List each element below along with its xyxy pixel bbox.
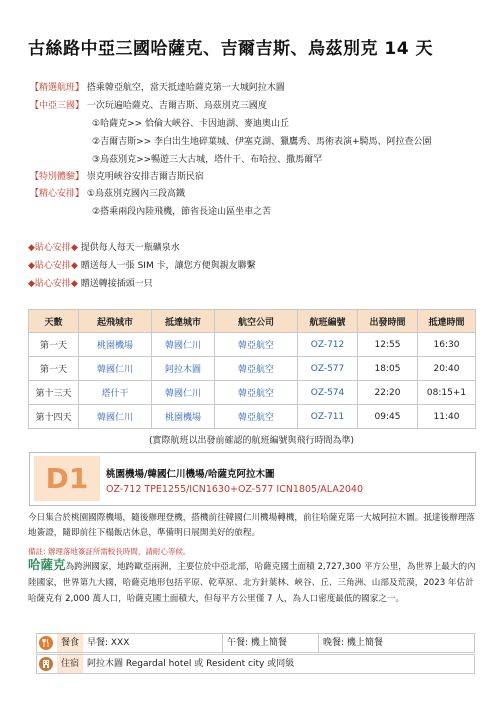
highlight-special-stay <box>30 171 204 183</box>
column-header: 航空公司 <box>215 310 298 333</box>
intro-lead: 哈薩克 <box>28 557 66 572</box>
hotel-icon <box>39 657 53 671</box>
stay-row <box>36 654 475 674</box>
column-header: 出發時間 <box>358 310 418 333</box>
table-cell: OZ-574 <box>298 381 358 405</box>
table-cell: 08:15+1 <box>418 381 476 405</box>
highlight-text: ①烏茲別克國內三段高鐵 <box>86 189 185 199</box>
table-cell: 16:30 <box>418 333 476 357</box>
meals-label: 餐食 <box>57 634 83 652</box>
table-cell: 20:40 <box>418 357 476 381</box>
care-tag: 貼心安排 <box>34 261 71 271</box>
highlight-tag: 【特別體驗】 <box>30 172 85 182</box>
table-cell: 11:40 <box>418 405 476 429</box>
meals-row <box>36 633 475 653</box>
country-kazakhstan: ①哈薩克>> 恰倫大峽谷、卡因迪湖、麥迪奧山丘 <box>92 119 290 129</box>
table-cell: 韓國仁川 <box>79 405 152 429</box>
dinner: 晚餐: 機上簡餐 <box>323 638 383 648</box>
day-description: 今日集合於桃園國際機場，隨後辦理登機，搭機前往韓國仁川機場轉機，前往哈薩克第一大城阿拉木圖。抵達後辦理落地簽證，隨即前往下榻飯店休息，準備明日展開美好的旅程。 <box>28 513 475 538</box>
table-cell: 第一天 <box>29 357 79 381</box>
intro-text: 為跨洲國家，地跨歐亞兩洲，主要位於中亞北部，哈薩克國土面積 2,727,300 平方公里，為世界上最大的內陸國家，世界第九大國，哈薩克地形包括平原、乾草原、北方針葉林、峽谷、丘、三角洲、山部及荒漠，2023 年估計哈薩克有 2,000 萬人口，哈薩克國土面積大，但每平方公里僅 7 人，為人口密度最低的國家之一。 <box>28 562 476 604</box>
diamond-icon: ◆ <box>28 279 35 289</box>
table-cell: 22:20 <box>358 381 418 405</box>
day-flights: OZ-712 TPE1255/ICN1630+OZ-577 ICN1805/ALA2040 <box>106 484 363 495</box>
care-text: 贈送每人一張 SIM 卡，讓您方便與親友聯繫 <box>80 261 256 271</box>
flight-note: (實際航班以出發前確認的航班編號與飛行時間為準) <box>148 436 355 446</box>
care-text: 贈送轉接插頭一只 <box>80 279 153 289</box>
care-item <box>28 278 153 290</box>
table-cell: 桃園機場 <box>152 405 215 429</box>
table-cell: 韓國仁川 <box>79 357 152 381</box>
highlight-text: 崇克明峽谷安排吉爾吉斯民宿 <box>86 172 204 182</box>
column-header: 抵達時間 <box>418 310 476 333</box>
table-row <box>29 357 476 381</box>
care-text: 提供每人每天一瓶礦泉水 <box>80 243 180 253</box>
highlight-text: 一次玩遍哈薩克、吉爾吉斯、烏茲別克三國度 <box>86 101 267 111</box>
visa-remark: 備註: 辦理落地簽証所需較長時間，請耐心等候。 <box>28 547 191 556</box>
diamond-icon: ◆ <box>28 261 35 271</box>
column-header: 天數 <box>29 310 79 333</box>
care-item <box>28 242 180 254</box>
column-header: 抵達城市 <box>152 310 215 333</box>
country-uzbekistan: ③烏茲別克>>暢遊三大古城，塔什干、布哈拉、撒馬爾罕 <box>92 155 323 165</box>
day-route: 桃園機場/韓國仁川機場/哈薩克阿拉木圖 <box>106 469 275 480</box>
diamond-icon: ◆ <box>28 243 35 253</box>
careful-item: ②搭乘兩段內陸飛機，節省長途山區坐車之苦 <box>92 207 272 217</box>
highlight-text: 搭乘韓亞航空，當天抵達哈薩克第一大城阿拉木圖 <box>86 83 285 93</box>
table-cell: 韓亞航空 <box>215 381 298 405</box>
table-row <box>29 333 476 357</box>
care-tag: 貼心安排 <box>34 279 71 289</box>
flight-table <box>28 309 476 429</box>
table-cell: 09:45 <box>358 405 418 429</box>
table-cell: OZ-711 <box>298 405 358 429</box>
highlight-tag: 【中亞三國】 <box>30 101 85 111</box>
page-title: 古絲路中亞三國哈薩克、吉爾吉斯、烏茲別克 14 天 <box>28 39 433 59</box>
table-cell: 第十三天 <box>29 381 79 405</box>
table-header-row <box>29 310 476 333</box>
diamond-icon: ◆ <box>70 261 78 271</box>
highlight-tag: 【精心安排】 <box>30 189 85 199</box>
column-header: 航班編號 <box>298 310 358 333</box>
kazakhstan-intro <box>28 557 476 607</box>
table-cell: 韓亞航空 <box>215 357 298 381</box>
lunch: 午餐: 機上簡餐 <box>227 638 287 648</box>
column-header: 起飛城市 <box>79 310 152 333</box>
table-cell: 第一天 <box>29 333 79 357</box>
highlight-careful <box>30 188 185 200</box>
day-header <box>29 452 476 506</box>
diamond-icon: ◆ <box>70 279 78 289</box>
table-cell: 18:05 <box>358 357 418 381</box>
table-row <box>29 405 476 429</box>
highlight-countries <box>30 100 267 112</box>
table-row <box>29 381 476 405</box>
diamond-icon: ◆ <box>70 243 78 253</box>
care-item <box>28 260 256 272</box>
country-kyrgyzstan: ②吉爾吉斯>> 李白出生地碎葉城、伊塞克湖、獵鷹秀、馬術表演+騎馬、阿拉查公園 <box>92 137 432 147</box>
table-cell: 第十四天 <box>29 405 79 429</box>
care-tag: 貼心安排 <box>34 243 71 253</box>
table-cell: 韓國仁川 <box>152 381 215 405</box>
highlight-flight <box>30 82 285 94</box>
table-cell: 韓亞航空 <box>215 333 298 357</box>
table-cell: 韓國仁川 <box>152 333 215 357</box>
hotel-name: 阿拉木圖 Regardal hotel 或 Resident city 或同級 <box>87 659 295 669</box>
table-cell: 韓亞航空 <box>215 405 298 429</box>
table-cell: 塔什干 <box>79 381 152 405</box>
stay-label: 住宿 <box>57 655 83 673</box>
table-cell: 阿拉木圖 <box>152 357 215 381</box>
table-cell: OZ-712 <box>298 333 358 357</box>
table-cell: OZ-577 <box>298 357 358 381</box>
table-cell: 12:55 <box>358 333 418 357</box>
meal-icon <box>39 636 53 650</box>
day-label: D1 <box>34 456 100 501</box>
table-cell: 桃園機場 <box>79 333 152 357</box>
breakfast: 早餐: XXX <box>87 638 130 648</box>
highlight-tag: 【精選航班】 <box>30 83 85 93</box>
